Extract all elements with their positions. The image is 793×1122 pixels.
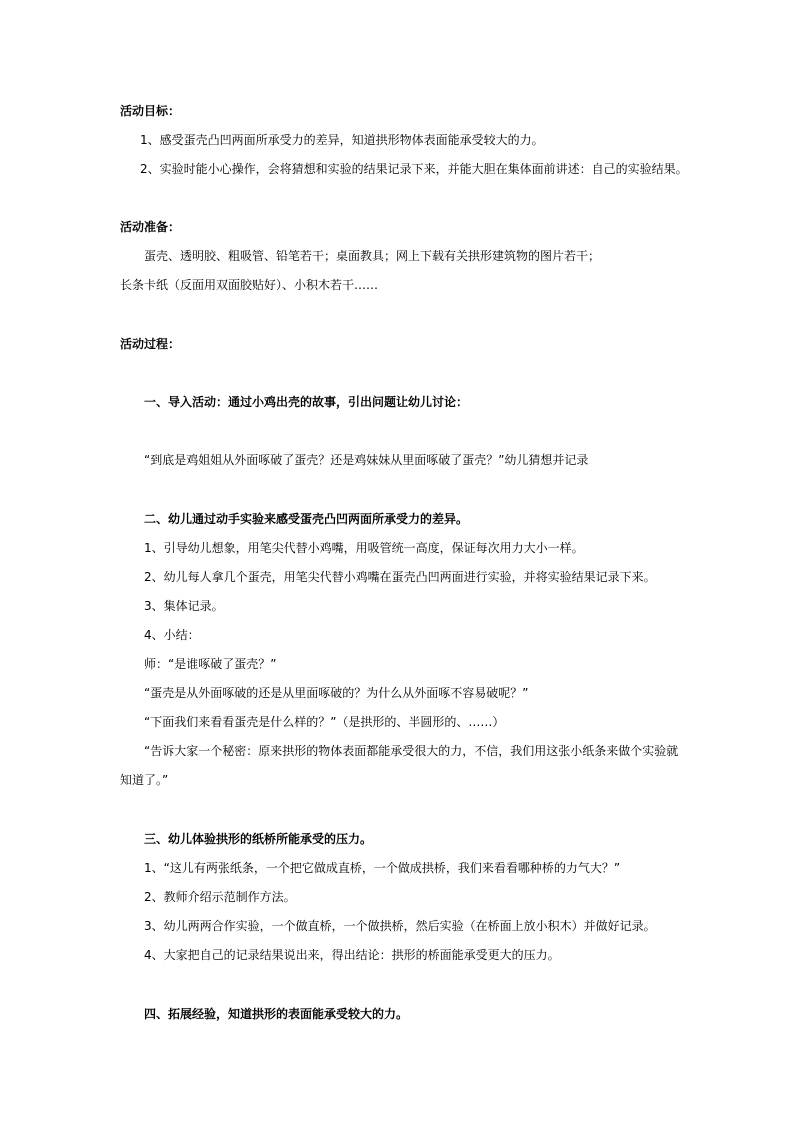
section-2-line-6: “蛋壳是从外面啄破的还是从里面啄破的？为什么从外面啄不容易破呢？” <box>144 686 529 700</box>
section-2-line-4: 4、小结： <box>144 628 200 642</box>
section-2-title: 二、幼儿通过动手实验来感受蛋壳凸凹两面所承受力的差异。 <box>144 512 469 526</box>
section-2-line-8: “告诉大家一个秘密：原来拱形的物体表面都能承受很大的力，不信，我们用这张小纸条来做个实验就 <box>144 744 679 758</box>
section-3-line-1: 1、“这儿有两张纸条，一个把它做成直桥，一个做成拱桥，我们来看看哪种桥的力气大？” <box>144 861 621 875</box>
section-2-line-2: 2、幼儿每人拿几个蛋壳，用笔尖代替小鸡嘴在蛋壳凸凹两面进行实验，并将实验结果记录下来。 <box>144 570 656 584</box>
section-4-title: 四、拓展经验，知道拱形的表面能承受较大的力。 <box>144 1007 409 1021</box>
goal-item-1: 1、感受蛋壳凸凹两面所承受力的差异，知道拱形物体表面能承受较大的力。 <box>140 133 544 147</box>
section-1-text: “到底是鸡姐姐从外面啄破了蛋壳？还是鸡妹妹从里面啄破了蛋壳？”幼儿猜想并记录 <box>144 453 589 467</box>
section-2-line-3: 3、集体记录。 <box>144 599 224 613</box>
goal-item-2: 2、实验时能小心操作，会将猜想和实验的结果记录下来，并能大胆在集体面前讲述：自己的实验结果。 <box>140 162 688 176</box>
section-2-line-9: 知道了。” <box>120 773 169 787</box>
section-1-title: 一、导入活动：通过小鸡出壳的故事，引出问题让幼儿讨论： <box>144 395 469 409</box>
process-heading: 活动过程： <box>120 337 181 351</box>
section-3-line-4: 4、大家把自己的记录结果说出来，得出结论：拱形的桥面能承受更大的压力。 <box>144 948 560 962</box>
goals-heading: 活动目标： <box>120 104 181 118</box>
section-2-line-7: “下面我们来看看蛋壳是什么样的？”（是拱形的、半圆形的、……） <box>144 715 505 729</box>
prep-line-1: 蛋壳、透明胶、粗吸管、铅笔若干；桌面教具；网上下载有关拱形建筑物的图片若干； <box>144 249 601 263</box>
prep-line-2: 长条卡纸（反面用双面胶贴好）、小积木若干…… <box>120 278 379 292</box>
section-3-title: 三、幼儿体验拱形的纸桥所能承受的压力。 <box>144 832 373 846</box>
section-3-line-3: 3、幼儿两两合作实验，一个做直桥，一个做拱桥，然后实验（在桥面上放小积木）并做好记录。 <box>144 919 656 933</box>
section-2-line-5: 师：“是谁啄破了蛋壳？” <box>144 657 277 671</box>
section-2-line-1: 1、引导幼儿想象，用笔尖代替小鸡嘴，用吸管统一高度，保证每次用力大小一样。 <box>144 541 584 555</box>
prep-heading: 活动准备： <box>120 220 181 234</box>
section-3-line-2: 2、教师介绍示范制作方法。 <box>144 890 296 904</box>
